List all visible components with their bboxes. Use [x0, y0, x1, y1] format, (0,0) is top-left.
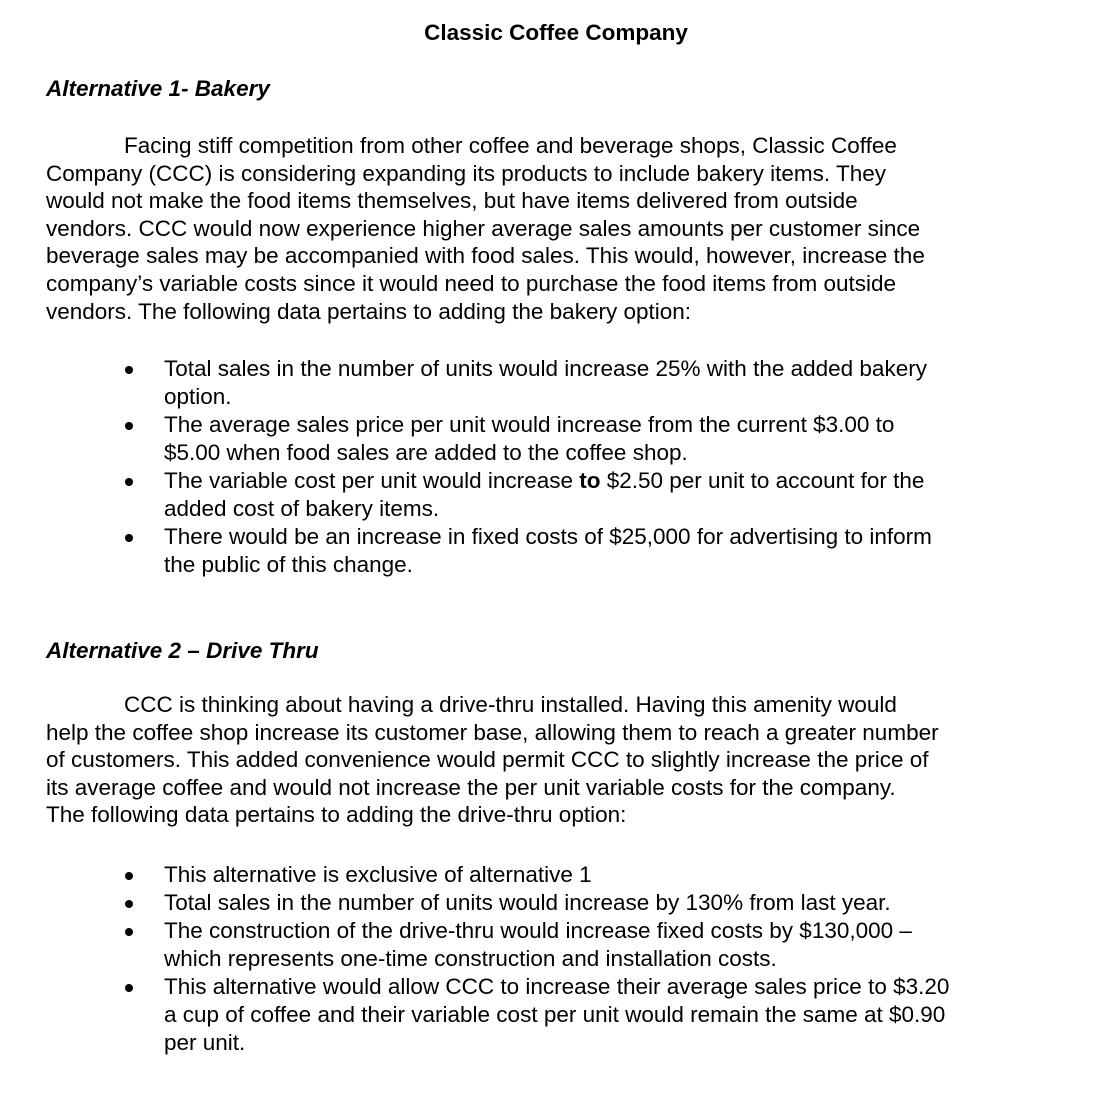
alt1-heading: Alternative 1- Bakery: [46, 76, 270, 101]
bullet-icon: [125, 872, 133, 880]
bullet-icon: [125, 534, 133, 542]
alt2-paragraph-line: its average coffee and would not increase the per unit variable costs for the company.: [46, 774, 896, 800]
bullet-text: This alternative would allow CCC to increase their average sales price to $3.20: [164, 974, 950, 999]
bullet-icon: [125, 928, 133, 936]
bullet-text: which represents one-time construction and installation costs.: [164, 946, 777, 971]
document-title: Classic Coffee Company: [424, 20, 688, 45]
list-item: [0, 411, 1024, 467]
alt2-bullet-list: [0, 861, 1024, 1057]
alt1-paragraph-line: vendors. The following data pertains to adding the bakery option:: [46, 298, 692, 324]
bullet-text: The construction of the drive-thru would increase fixed costs by $130,000 –: [164, 918, 912, 943]
alt2-heading: Alternative 2 – Drive Thru: [46, 638, 319, 663]
list-item: [0, 889, 1024, 917]
bullet-text: the public of this change.: [164, 552, 413, 577]
list-item: [0, 917, 1024, 973]
bullet-icon: [125, 366, 133, 374]
alt1-bullet-list: [0, 355, 1024, 579]
alt1-paragraph-line: company’s variable costs since it would need to purchase the food items from outside: [46, 270, 897, 296]
alt1-paragraph-line: would not make the food items themselves, but have items delivered from outside: [46, 188, 858, 214]
alt1-paragraph-line: Company (CCC) is considering expanding its products to include bakery items. They: [46, 160, 886, 186]
alt2-paragraph-line: of customers. This added convenience would permit CCC to slightly increase the price of: [46, 747, 929, 773]
bullet-icon: [125, 422, 133, 430]
bullet-text: Total sales in the number of units would increase 25% with the added bakery: [164, 356, 927, 381]
bullet-text: a cup of coffee and their variable cost per unit would remain the same at $0.90: [164, 1002, 946, 1027]
list-item: [0, 861, 1024, 889]
alt2-paragraph: [46, 691, 1031, 829]
alt2-paragraph-line: help the coffee shop increase its customer base, allowing them to reach a greater number: [46, 719, 939, 745]
list-item: [0, 973, 1024, 1057]
bullet-emphasis: to: [579, 468, 601, 493]
alt1-paragraph: [46, 132, 1031, 325]
bullet-text-mixed: [164, 467, 1024, 495]
list-item: [0, 355, 1024, 411]
alt1-paragraph-line: beverage sales may be accompanied with food sales. This would, however, increase the: [46, 243, 925, 269]
bullet-icon: [125, 984, 133, 992]
bullet-text: $2.50 per unit to account for the: [600, 468, 925, 493]
bullet-text: $5.00 when food sales are added to the coffee shop.: [164, 440, 688, 465]
alt2-paragraph-line: CCC is thinking about having a drive-thru installed. Having this amenity would: [124, 692, 897, 717]
bullet-text: The variable cost per unit would increase: [164, 468, 580, 493]
list-item: [0, 523, 1024, 579]
bullet-text: The average sales price per unit would increase from the current $3.00 to: [164, 412, 895, 437]
bullet-text: Total sales in the number of units would increase by 130% from last year.: [164, 890, 891, 915]
bullet-icon: [125, 478, 133, 486]
list-item: [0, 467, 1024, 523]
alt2-paragraph-line: The following data pertains to adding the drive-thru option:: [46, 802, 627, 828]
bullet-text: There would be an increase in fixed costs of $25,000 for advertising to inform: [164, 524, 932, 549]
bullet-text: This alternative is exclusive of alternative 1: [164, 862, 592, 887]
bullet-text: added cost of bakery items.: [164, 496, 440, 521]
alt1-paragraph-line: Facing stiff competition from other coffee and beverage shops, Classic Coffee: [124, 133, 897, 158]
bullet-text: per unit.: [164, 1030, 246, 1055]
bullet-text: option.: [164, 384, 232, 409]
bullet-icon: [125, 900, 133, 908]
alt1-paragraph-line: vendors. CCC would now experience higher average sales amounts per customer since: [46, 215, 921, 241]
